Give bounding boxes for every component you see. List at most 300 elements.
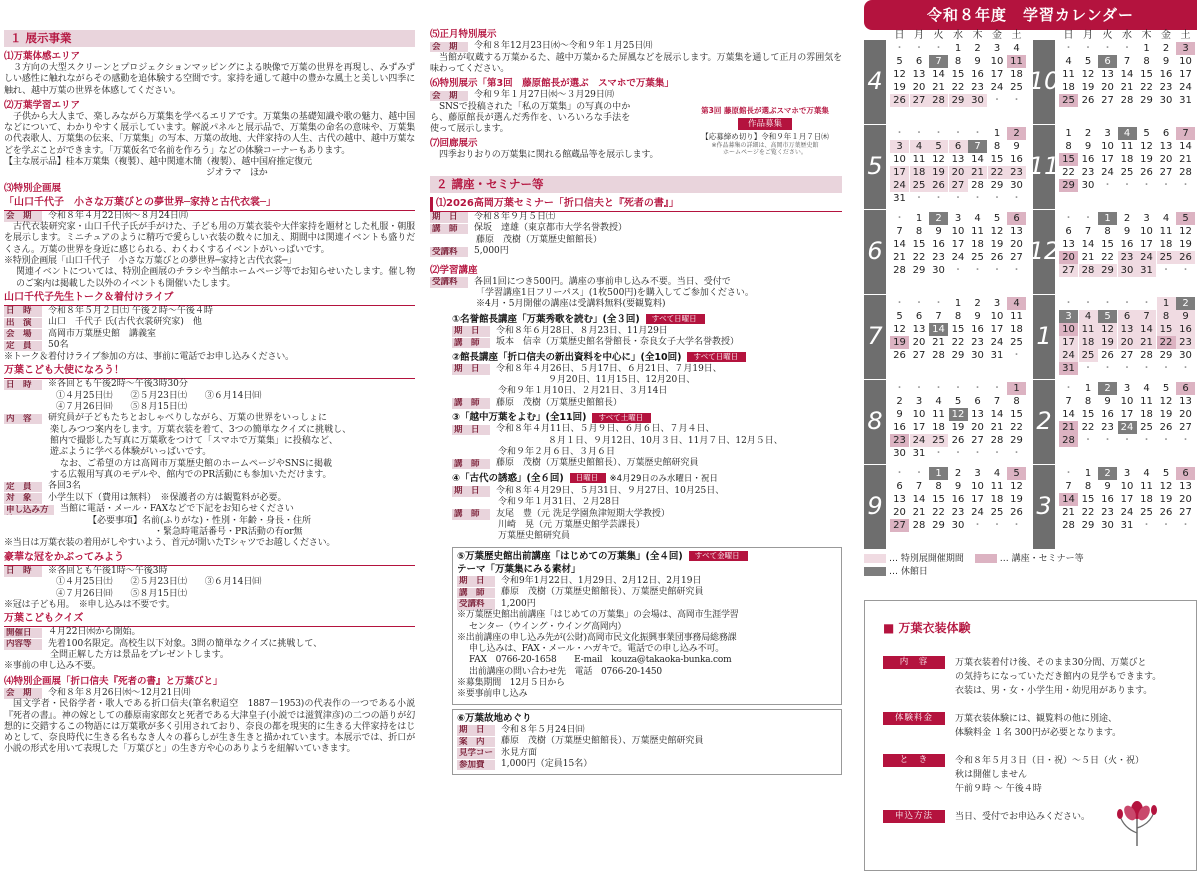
calendar-day: 19 xyxy=(1159,494,1173,505)
calendar-day: 6 xyxy=(1176,382,1195,395)
seminar-heading: ⑵学習講座 xyxy=(430,264,478,276)
info-row: 講 師 保坂 達雄（東京都市大学名誉教授） xyxy=(432,223,628,234)
calendar-day: ・ xyxy=(1063,43,1074,54)
calendar-day: ・ xyxy=(1180,180,1191,191)
calendar-day: 14 xyxy=(893,239,906,250)
calendar-day: 3 xyxy=(890,140,909,153)
month-number: 7 xyxy=(864,295,886,379)
calendar-day: 11 xyxy=(912,154,926,165)
calendar-day: 12 xyxy=(1179,226,1192,237)
calendar-day: ・ xyxy=(1180,520,1191,531)
calendar-day: 12 xyxy=(893,324,906,335)
calendar-day: 14 xyxy=(932,69,945,80)
calendar-day: 1 xyxy=(1098,212,1117,225)
calendar-day: 24 xyxy=(990,82,1004,93)
exhibit-note: ※特別企画展「山口千代子 小さな万葉びとの夢世界─家持と古代衣裳─」 xyxy=(4,256,297,267)
calendar-day: 8 xyxy=(1065,141,1072,152)
calendar-day: ・ xyxy=(1122,180,1132,191)
calendar-day: 5 xyxy=(1162,383,1170,394)
calendar-day: ・ xyxy=(894,213,905,224)
calendar-day: ・ xyxy=(1063,298,1074,309)
calendar-day: 27 xyxy=(912,350,926,361)
info-row: 日 時 ※各回とも午後2時～午後3時30分 xyxy=(6,379,188,390)
exhibit-text: 当館が収蔵する万葉かるた、越中万葉かるた屏風などを展示します。万葉集を通して正月の雰囲気を味わってください。 xyxy=(430,52,842,74)
month-number: 1 xyxy=(1033,295,1055,379)
seminar-note: ※4月・5月開催の講座は受講料無料(要観覧料) xyxy=(476,299,666,310)
calendar-day: 10 xyxy=(893,154,906,165)
calendar-day: 7 xyxy=(1065,396,1072,407)
calendar-day: 13 xyxy=(1101,69,1114,80)
calendar-day: 17 xyxy=(1101,154,1114,165)
calendar-day: 7 xyxy=(1123,56,1131,67)
calendar-day: ・ xyxy=(992,520,1002,531)
calendar-month xyxy=(864,210,1028,294)
month-number: 12 xyxy=(1033,210,1055,294)
calendar-day: 26 xyxy=(1101,350,1114,361)
calendar-day: 28 xyxy=(912,520,926,531)
calendar-day: 6 xyxy=(1176,467,1195,480)
contact-info: FAX 0766-20-1658 E-mail kouza@takaoka-bunka.com xyxy=(469,655,732,666)
calendar-day: 20 xyxy=(1159,154,1173,165)
calendar-day: 9 xyxy=(1176,310,1195,323)
kimono-row: と き 令和８年５月３日（日・祝）～５日（火・祝） 秋は開催しません 午前９時 ～ 午後４時 xyxy=(883,754,1186,796)
calendar-day: 3 xyxy=(1104,128,1111,139)
calendar-day: 10 xyxy=(1120,396,1134,407)
calendar-day: 23 xyxy=(1081,167,1095,178)
exhibit-text: 四季おりおりの万葉集に関れる館蔵品等を展示します。 xyxy=(439,150,659,161)
calendar-day: ・ xyxy=(1122,363,1132,374)
day-tag: 日曜日 xyxy=(570,473,607,483)
calendar-day: ・ xyxy=(953,265,963,276)
calendar-day: 13 xyxy=(912,69,926,80)
calendar-day: ・ xyxy=(914,128,924,139)
calendar-day: 29 xyxy=(1159,350,1173,361)
calendar-day: 26 xyxy=(1010,507,1023,518)
calendar-day: 20 xyxy=(1059,251,1078,264)
calendar-day: ・ xyxy=(1161,180,1171,191)
calendar-day: 12 xyxy=(1159,396,1173,407)
calendar-day: 7 xyxy=(968,140,987,153)
calendar-day: 17 xyxy=(912,422,926,433)
calendar-day: ・ xyxy=(1011,520,1022,531)
info-row: 期 日 令和８年４月11日、５月９日、６月６日、７月４日、 xyxy=(454,424,715,435)
calendar-day: ・ xyxy=(1141,363,1152,374)
info-row: 受講料 各回1回につき500円。講座の事前申し込み不要。当日、受付で xyxy=(432,276,731,288)
event-rows xyxy=(4,306,415,352)
calendar-day: ・ xyxy=(1180,363,1191,374)
calendar-day: ・ xyxy=(972,448,983,459)
calendar-day: 26 xyxy=(1176,251,1195,264)
calendar-day: 29 xyxy=(1010,435,1023,446)
calendar-day: ・ xyxy=(894,128,905,139)
calendar-day: 25 xyxy=(1010,337,1023,348)
section-exhibitions: １ 展示事業 xyxy=(4,30,415,47)
calendar-day: 4 xyxy=(910,140,929,153)
lecture-heading: ④「古代の誘惑」(全６回) 日曜日 ※4月29日のみ水曜日・祝日 xyxy=(452,472,718,484)
calendar-day: 12 xyxy=(1098,323,1117,336)
calendar-day: 9 xyxy=(974,311,981,322)
lecture-heading: ③「越中万葉をよむ」(全11回) すべて土曜日 xyxy=(452,411,842,424)
lectures-column xyxy=(430,0,842,879)
calendar-day: 15 xyxy=(1059,153,1078,166)
calendar-day: 15 xyxy=(1140,69,1153,80)
calendar-day: 29 xyxy=(951,350,965,361)
calendar-day: 18 xyxy=(1079,336,1098,349)
event-dates: ④７月26日㈰ ⑤８月15日㈯ xyxy=(56,402,187,413)
calendar-day: ・ xyxy=(953,448,963,459)
info-row: 受講料 5,000円 xyxy=(432,246,509,257)
lecture-text: 川崎 晃（元 万葉歴史館学芸課長） xyxy=(498,520,645,531)
calendar-day: 8 xyxy=(1157,310,1176,323)
calendar-day: 26 xyxy=(951,435,965,446)
calendar-day: 4 xyxy=(1162,213,1170,224)
calendar-day: 10 xyxy=(990,56,1004,67)
calendar-day: 31 xyxy=(1179,95,1192,106)
calendar-day: 16 xyxy=(971,324,984,335)
calendar-day: 22 xyxy=(932,507,945,518)
calendar-day: ・ xyxy=(894,43,905,54)
calendar-day: 10 xyxy=(1179,56,1192,67)
calendar-day: ・ xyxy=(933,448,944,459)
calendar-day: 18 xyxy=(1062,82,1075,93)
calendar-day: ・ xyxy=(1011,448,1022,459)
calendar-title: 令和８年度 学習カレンダー xyxy=(864,0,1197,30)
calendar-day: 21 xyxy=(968,166,987,179)
info-row: 講 師 藤原 茂樹（万葉歴史館館長）、万葉歴史館研究員 xyxy=(459,587,704,598)
contest-badge: 作品募集 xyxy=(738,118,792,130)
calendar-day: 22 xyxy=(1010,422,1023,433)
calendar-day: 1 xyxy=(993,128,1001,139)
calendar-day: 11 xyxy=(1062,69,1075,80)
event-note: ※冠は子ども用。 ※申し込みは不要です。 xyxy=(4,599,175,610)
calendar-day: 18 xyxy=(932,422,945,433)
calendar-day: 14 xyxy=(929,323,948,336)
calendar-day: ・ xyxy=(933,298,944,309)
calendar-day: 19 xyxy=(1179,239,1192,250)
calendar-day: 27 xyxy=(1159,167,1173,178)
seminar-text: 藤原 茂樹（万葉歴史館館長） xyxy=(476,234,603,245)
calendar-day: 27 xyxy=(1059,264,1078,277)
calendar-day: 16 xyxy=(932,239,945,250)
calendar-day: 1 xyxy=(929,467,948,480)
calendar-day: 10 xyxy=(971,481,984,492)
calendar-day: 5 xyxy=(929,140,948,153)
calendar-day: 9 xyxy=(1104,481,1111,492)
calendar-day: 21 xyxy=(1137,336,1156,349)
calendar-day: 18 xyxy=(971,239,984,250)
event-text: 楽しみつつ案内をします。万葉衣装を着て、3つの簡単なクイズに挑戦し、 xyxy=(50,424,352,435)
calendar-day: 6 xyxy=(1162,128,1170,139)
info-row: 開催日 ４月22日㈬から開始。 xyxy=(6,627,141,638)
event-dates: ①４月25日㈯ ②５月23日㈯ ③６月14日㈰ xyxy=(56,390,262,401)
lecture-heading: ⑥万葉故地めぐり xyxy=(457,712,532,724)
calendar-day: 4 xyxy=(935,396,942,407)
calendar-day: 15 xyxy=(951,324,965,335)
calendar-day: ・ xyxy=(894,298,905,309)
calendar-day: ・ xyxy=(914,468,924,479)
calendar-day: ・ xyxy=(1141,180,1152,191)
exhibit-heading: ⑶特別企画展 xyxy=(4,182,62,194)
calendar-day: 3 xyxy=(993,43,1001,54)
flower-illustration-icon xyxy=(1112,788,1162,848)
calendar-day: 18 xyxy=(1140,409,1153,420)
calendar-day: 30 xyxy=(1081,180,1095,191)
calendar-day: 31 xyxy=(1137,264,1156,277)
lecture-dates: 令和９年２月６日、３月６日 xyxy=(498,447,616,458)
exhibit-text: 子供から大人まで、楽しみながら万葉集を学べるエリアです。万葉集の基礎知識や歌の魅力、越中国などについて、わかりやすく展示しています。解説パネルと展示品で、万葉集の命名の意味や、万葉集の代表歌人、万葉集の伝来、「万葉集」の写本、万葉の故地、大伴家持の人生、古代の越中、越中万葉などを学ぶことができます。「万葉仮名で名前を作ろう」などの体験コーナーもあります。 xyxy=(4,111,415,156)
day-tag: すべて土曜日 xyxy=(592,413,651,423)
calendar-day: 1 xyxy=(1007,382,1026,395)
calendar-day: 27 xyxy=(890,519,909,532)
calendar-day: ・ xyxy=(914,383,924,394)
calendar-day: 11 xyxy=(990,481,1004,492)
calendar-day: 25 xyxy=(1140,507,1153,518)
calendar-day: 14 xyxy=(1120,69,1134,80)
info-row: 講 師 藤原 茂樹（万葉歴史館館長） xyxy=(454,397,623,409)
calendar-day: 8 xyxy=(935,481,942,492)
calendar-day: ・ xyxy=(972,193,983,204)
calendar-day: 3 xyxy=(1123,383,1131,394)
calendar-day: 11 xyxy=(932,409,945,420)
calendar-day: 4 xyxy=(993,468,1001,479)
calendar-day: 5 xyxy=(954,396,962,407)
seminar-heading: ⑴2026高岡万葉セミナー「折口信夫と『死者の書』」 xyxy=(430,197,842,212)
calendar-day: 13 xyxy=(912,324,926,335)
calendar-day: 9 xyxy=(1013,141,1020,152)
calendar-day: 16 xyxy=(1176,323,1195,336)
calendar-day: 21 xyxy=(932,82,945,93)
info-row: 期 日 令和８年４月29日、５月31日、９月27日、10月25日、 xyxy=(454,485,725,497)
exhibit-heading: ⑺回廊展示 xyxy=(430,138,478,150)
calendar-day: 8 xyxy=(915,226,923,237)
kimono-row: 内 容 万葉衣装着付け後、そのまま30分間、万葉びと の気持ちになっていただき館内の見学もできます。 衣装は、男・女・小学生用・幼児用があります。 xyxy=(883,656,1186,698)
calendar-day: 12 xyxy=(1010,481,1023,492)
calendar-day: 30 xyxy=(893,448,906,459)
legend-special-swatch xyxy=(864,554,886,563)
calendar-day: ・ xyxy=(1122,298,1132,309)
calendar-day: ・ xyxy=(914,43,924,54)
info-row: 講 師 藤原 茂樹（万葉歴史館館長）、万葉歴史館研究員 xyxy=(454,458,699,469)
calendar-day: 6 xyxy=(949,140,968,153)
calendar-day: 24 xyxy=(890,179,909,192)
calendar-day: 1 xyxy=(915,213,923,224)
calendar-day: 9 xyxy=(935,226,942,237)
calendar-day: ・ xyxy=(972,128,983,139)
lecture-dates: ９月20日、11月15日、12月20日、 xyxy=(548,375,696,386)
calendar-day: 14 xyxy=(1059,493,1078,506)
calendar-day: ・ xyxy=(953,383,963,394)
calendar-day: 25 xyxy=(1010,82,1023,93)
calendar-day: ・ xyxy=(1161,435,1171,446)
calendar-day: 25 xyxy=(1157,251,1176,264)
calendar-day: ・ xyxy=(1083,298,1093,309)
calendar-day: 9 xyxy=(1123,226,1131,237)
calendar-day: 7 xyxy=(1084,226,1092,237)
calendar-day: ・ xyxy=(1011,350,1022,361)
photo-contest-promo: 第3回 藤原館長が選ぶスマホで万葉集 作品募集 【応募締め切り】令和９年１月７日㈭ ※作品募集の詳細は、高岡市万葉歴史館 ホームページをご覧ください。 xyxy=(701,106,829,156)
info-row: 受講料 1,200円 xyxy=(459,598,536,610)
calendar-day: 2 xyxy=(1162,43,1170,54)
calendar-day: 15 xyxy=(990,154,1004,165)
calendar-day: 8 xyxy=(1084,396,1092,407)
event-dates: ①４月25日㈯ ②５月23日㈯ ③６月14日㈰ xyxy=(56,577,262,588)
calendar-day: 13 xyxy=(1159,141,1173,152)
calendar-day: 17 xyxy=(890,166,909,179)
calendar-day: 3 xyxy=(1176,42,1195,55)
calendar-day: 24 xyxy=(1137,251,1156,264)
calendar-day: 22 xyxy=(1101,252,1114,263)
calendar-day: 19 xyxy=(890,336,909,349)
calendar-day: 13 xyxy=(951,154,965,165)
calendar-day: 16 xyxy=(971,69,984,80)
calendar-day: 1 xyxy=(1143,43,1150,54)
calendar-day: 4 xyxy=(1118,127,1137,140)
calendar-day: ・ xyxy=(1063,468,1074,479)
calendar-day: ・ xyxy=(894,383,905,394)
calendar-month xyxy=(1033,295,1197,379)
lecture-note: センター（ウイング・ウイング高岡内） xyxy=(469,621,627,632)
calendar-day: 10 xyxy=(951,226,965,237)
seminar-text: 「学習講座1日フリーパス」(1枚500円)を購入してご参加ください。 xyxy=(476,288,754,299)
calendar-day: 4 xyxy=(1143,468,1150,479)
calendar-day: 8 xyxy=(954,56,962,67)
calendar-day: 2 xyxy=(929,212,948,225)
calendar-day: 2 xyxy=(1098,382,1117,395)
calendar-day: ・ xyxy=(972,383,983,394)
event-note: ※当日は万葉衣装の着用がしやすいよう、首元が開いたTシャツでお越しください。 xyxy=(4,538,336,549)
calendar-day: 16 xyxy=(1010,154,1023,165)
calendar-day: 28 xyxy=(929,94,948,107)
calendar-day: 29 xyxy=(932,520,945,531)
calendar-day: 23 xyxy=(971,82,984,93)
calendar-day: 25 xyxy=(929,434,948,447)
calendar-day: 30 xyxy=(1010,180,1023,191)
calendar-day: 4 xyxy=(1143,383,1150,394)
calendar-day: ・ xyxy=(1161,363,1171,374)
calendar-month xyxy=(1028,40,1197,124)
calendar-day: 27 xyxy=(1010,252,1023,263)
calendar-day: 15 xyxy=(1101,239,1114,250)
calendar-day: 28 xyxy=(1062,520,1075,531)
calendar-day: 15 xyxy=(1081,409,1095,420)
calendar-day: 2 xyxy=(954,468,962,479)
calendar-day: 28 xyxy=(1059,434,1078,447)
calendar-day: 21 xyxy=(1059,421,1078,434)
calendar-day: 19 xyxy=(990,239,1004,250)
calendar-day: ・ xyxy=(933,43,944,54)
calendar-day: 15 xyxy=(1081,494,1095,505)
calendar-day: 7 xyxy=(935,311,942,322)
calendar-day: 1 xyxy=(1084,468,1092,479)
calendar-day: 31 xyxy=(912,448,926,459)
calendar-day: ・ xyxy=(1083,43,1093,54)
calendar-day: 20 xyxy=(1179,409,1192,420)
calendar-day: ・ xyxy=(914,298,924,309)
calendar-day: 20 xyxy=(1118,336,1137,349)
calendar-day: 23 xyxy=(932,252,945,263)
calendar-day: 18 xyxy=(1159,239,1173,250)
calendar-day: 11 xyxy=(1140,396,1153,407)
calendar-day: ・ xyxy=(933,128,944,139)
calendar-day: 25 xyxy=(910,179,929,192)
calendar-day: 19 xyxy=(1140,154,1153,165)
calendar-day: 10 xyxy=(1140,226,1153,237)
calendar-day: 30 xyxy=(932,265,945,276)
calendar-day: 29 xyxy=(1081,520,1095,531)
info-row: 定 員 各回3名 xyxy=(6,481,81,492)
month-number: 3 xyxy=(1033,465,1055,549)
lecture-theme: テーマ「万葉集にみる素材」 xyxy=(457,563,581,575)
event-heading: 山口千代子先生トーク＆着付けライブ xyxy=(4,291,415,306)
calendar-day: 18 xyxy=(1010,324,1023,335)
calendar-day: ・ xyxy=(1180,265,1191,276)
info-row: 会 期 令和８年８月26日㈬～12月21日㈪ xyxy=(6,687,191,699)
calendar-day: 3 xyxy=(993,298,1001,309)
calendar-day: 23 xyxy=(951,507,965,518)
calendar-day: ・ xyxy=(1122,435,1132,446)
calendar-day: ・ xyxy=(972,520,983,531)
calendar-day: 17 xyxy=(1140,239,1153,250)
calendar-day: ・ xyxy=(933,383,944,394)
kimono-row: 申込方法 当日、受付でお申込みください。 xyxy=(883,810,1186,824)
weekday-label: 木 xyxy=(1141,30,1152,41)
calendar-day: 17 xyxy=(1120,409,1134,420)
calendar-day: 11 xyxy=(971,226,984,237)
calendar-day: 13 xyxy=(1010,226,1023,237)
calendar-day: 20 xyxy=(893,507,906,518)
calendar-day: ・ xyxy=(1011,265,1022,276)
calendar-day: 18 xyxy=(1010,69,1023,80)
calendar-day: 22 xyxy=(912,252,926,263)
kimono-experience-box xyxy=(864,600,1197,871)
calendar-day: 17 xyxy=(1179,69,1192,80)
calendar-day: 1 xyxy=(954,43,962,54)
calendar-day: 24 xyxy=(951,252,965,263)
calendar-day: 10 xyxy=(1120,481,1134,492)
info-row: 日 時 ※各回とも午後1時～午後3時 xyxy=(6,565,168,577)
event-note: ※トーク＆着付けライブ参加の方は、事前に電話でお申し込みください。 xyxy=(4,351,294,362)
weekday-label: 火 xyxy=(933,30,944,41)
exhibit-heading: ⑵万葉学習エリア xyxy=(4,99,81,111)
calendar-day: 30 xyxy=(1179,350,1192,361)
event-note: ※事前の申し込み不要。 xyxy=(4,661,101,672)
weekday-label: 水 xyxy=(953,30,963,41)
info-row: 定 員 50名 xyxy=(6,340,69,351)
weekday-label: 日 xyxy=(1063,30,1074,41)
calendar-day: 12 xyxy=(893,69,906,80)
exhibit-heading: ⑴万葉体感エリア xyxy=(4,51,81,62)
calendar-day: 20 xyxy=(1010,239,1023,250)
calendar-day: 11 xyxy=(1159,226,1173,237)
calendar-day: 5 xyxy=(1007,467,1026,480)
calendar-day: 16 xyxy=(1120,239,1134,250)
calendar-day: 3 xyxy=(1059,310,1078,323)
calendar-day: 20 xyxy=(971,422,984,433)
weekday-label: 木 xyxy=(972,30,983,41)
calendar-day: 25 xyxy=(1079,349,1098,362)
calendar-day: 11 xyxy=(1007,55,1026,68)
exhibit-text: ３方向の大型スクリーンとプロジェクションマッピングによる映像で万葉の世界を再現し、みずみずしい感性に触れながらその感動を追体験する空間です。家持を通して越中の豊かな風土と美しい四季に触れ、越中万葉の世界を体感してください。 xyxy=(4,63,415,96)
calendar-day: 27 xyxy=(1101,95,1114,106)
info-row: 日 時 令和８年５月２日㈯ 午後２時～午後４時 xyxy=(6,305,213,317)
calendar-day: 18 xyxy=(1120,154,1134,165)
calendar-day: 26 xyxy=(890,94,909,107)
weekday-label: 土 xyxy=(1180,30,1191,41)
calendar-day: 16 xyxy=(1101,409,1114,420)
calendar-day: 17 xyxy=(971,494,984,505)
calendar-day: ・ xyxy=(1083,213,1093,224)
calendar-day: 21 xyxy=(912,507,926,518)
